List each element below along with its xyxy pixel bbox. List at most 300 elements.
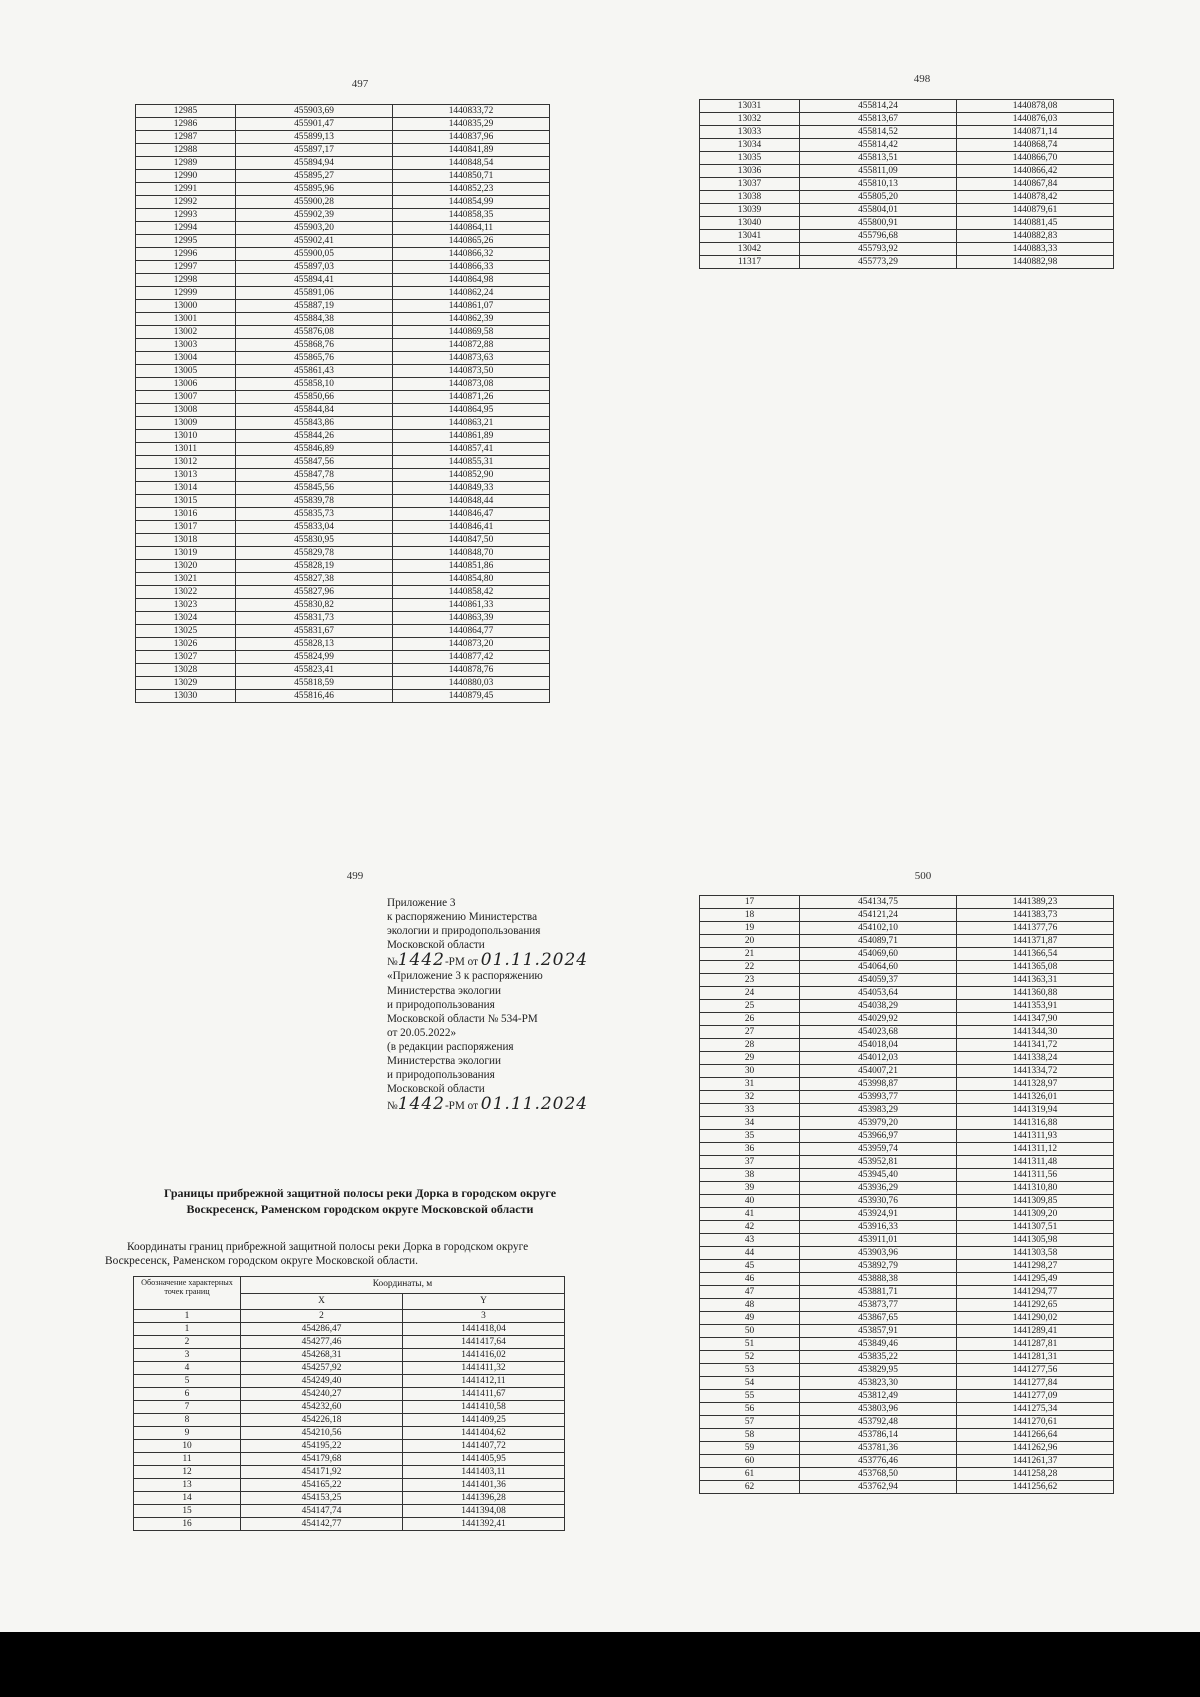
y-coordinate-cell: 1441418,04 — [403, 1323, 565, 1336]
number-sign: № — [387, 956, 398, 969]
table-row — [136, 677, 550, 690]
column-number: 2 — [241, 1310, 403, 1323]
x-coordinate-cell: 455811,09 — [800, 165, 957, 178]
x-coordinate-cell: 455814,42 — [800, 139, 957, 152]
x-coordinate-cell: 455805,20 — [800, 191, 957, 204]
x-coordinate-cell: 453776,46 — [800, 1455, 957, 1468]
table-row — [700, 113, 1114, 126]
point-number-cell: 44 — [700, 1247, 800, 1260]
y-coordinate-cell: 1440848,44 — [393, 495, 550, 508]
point-number-cell: 13012 — [136, 456, 236, 469]
point-number-cell: 13033 — [700, 126, 800, 139]
y-coordinate-cell: 1440863,39 — [393, 612, 550, 625]
x-coordinate-cell: 454165,22 — [241, 1479, 403, 1492]
y-coordinate-cell: 1441258,28 — [957, 1468, 1114, 1481]
x-coordinate-cell: 455897,03 — [236, 261, 393, 274]
table-row — [700, 1117, 1114, 1130]
x-coordinate-cell: 454153,25 — [241, 1492, 403, 1505]
table-row — [136, 534, 550, 547]
x-coordinate-cell: 455831,73 — [236, 612, 393, 625]
point-number-cell: 12991 — [136, 183, 236, 196]
y-coordinate-cell: 1441341,72 — [957, 1039, 1114, 1052]
table-row — [700, 1273, 1114, 1286]
y-coordinate-cell: 1441256,62 — [957, 1481, 1114, 1494]
title-line: Границы прибрежной защитной полосы реки Дорка в городском округе — [163, 1186, 557, 1200]
point-number-cell: 12989 — [136, 157, 236, 170]
y-coordinate-cell: 1441277,84 — [957, 1377, 1114, 1390]
x-coordinate-cell: 454171,92 — [241, 1466, 403, 1479]
x-coordinate-cell: 454268,31 — [241, 1349, 403, 1362]
point-number-cell: 13020 — [136, 560, 236, 573]
x-coordinate-cell: 455827,96 — [236, 586, 393, 599]
x-coordinate-cell: 453911,01 — [800, 1234, 957, 1247]
point-number-cell: 13030 — [136, 690, 236, 703]
point-number-cell: 13041 — [700, 230, 800, 243]
y-coordinate-cell: 1440869,58 — [393, 326, 550, 339]
table-row — [136, 391, 550, 404]
x-coordinate-cell: 454142,77 — [241, 1518, 403, 1531]
table-row — [700, 100, 1114, 113]
point-number-cell: 57 — [700, 1416, 800, 1429]
point-number-cell: 4 — [134, 1362, 241, 1375]
point-number-cell: 33 — [700, 1104, 800, 1117]
y-coordinate-cell: 1440871,14 — [957, 126, 1114, 139]
point-number-cell: 13028 — [136, 664, 236, 677]
table-row — [136, 300, 550, 313]
point-number-cell: 39 — [700, 1182, 800, 1195]
point-number-cell: 24 — [700, 987, 800, 1000]
point-number-cell: 12995 — [136, 235, 236, 248]
column-number: 1 — [134, 1310, 241, 1323]
y-coordinate-cell: 1441377,76 — [957, 922, 1114, 935]
x-coordinate-cell: 455876,08 — [236, 326, 393, 339]
point-number-cell: 13037 — [700, 178, 800, 191]
x-coordinate-cell: 453768,50 — [800, 1468, 957, 1481]
y-coordinate-cell: 1440865,26 — [393, 235, 550, 248]
appendix-line: Московской области № 534-РМ — [387, 1012, 538, 1025]
point-number-cell: 25 — [700, 1000, 800, 1013]
table-row — [700, 1039, 1114, 1052]
table-row — [700, 1065, 1114, 1078]
y-coordinate-cell: 1441309,20 — [957, 1208, 1114, 1221]
x-coordinate-cell: 455903,20 — [236, 222, 393, 235]
y-coordinate-cell: 1441383,73 — [957, 909, 1114, 922]
x-coordinate-cell: 454012,03 — [800, 1052, 957, 1065]
point-number-cell: 8 — [134, 1414, 241, 1427]
point-number-cell: 13032 — [700, 113, 800, 126]
table-row — [700, 1169, 1114, 1182]
point-number-cell: 50 — [700, 1325, 800, 1338]
table-row — [136, 443, 550, 456]
order-suffix: -РМ от — [444, 956, 478, 969]
table-row — [136, 157, 550, 170]
order-reference-2 — [387, 1094, 597, 1115]
y-coordinate-cell: 1440876,03 — [957, 113, 1114, 126]
point-number-cell: 58 — [700, 1429, 800, 1442]
y-coordinate-cell: 1440882,98 — [957, 256, 1114, 269]
y-coordinate-cell: 1440873,08 — [393, 378, 550, 391]
table-row — [136, 612, 550, 625]
table-row — [136, 313, 550, 326]
table-column-numbers — [134, 1310, 565, 1323]
point-number-cell: 48 — [700, 1299, 800, 1312]
point-number-cell: 12993 — [136, 209, 236, 222]
y-coordinate-cell: 1441347,90 — [957, 1013, 1114, 1026]
x-coordinate-cell: 455903,69 — [236, 105, 393, 118]
x-coordinate-cell: 455901,47 — [236, 118, 393, 131]
y-coordinate-cell: 1440858,42 — [393, 586, 550, 599]
point-number-cell: 52 — [700, 1351, 800, 1364]
y-coordinate-cell: 1441389,23 — [957, 896, 1114, 909]
y-coordinate-cell: 1440849,33 — [393, 482, 550, 495]
point-number-cell: 13024 — [136, 612, 236, 625]
x-coordinate-cell: 454240,27 — [241, 1388, 403, 1401]
y-coordinate-cell: 1440848,70 — [393, 547, 550, 560]
point-number-cell: 12990 — [136, 170, 236, 183]
point-number-cell: 13004 — [136, 352, 236, 365]
y-coordinate-cell: 1440848,54 — [393, 157, 550, 170]
appendix-line: «Приложение 3 к распоряжению — [387, 970, 543, 983]
appendix-line: и природопользования — [387, 998, 495, 1011]
table-row — [134, 1362, 565, 1375]
y-coordinate-cell: 1441311,56 — [957, 1169, 1114, 1182]
point-number-cell: 32 — [700, 1091, 800, 1104]
x-coordinate-cell: 455887,19 — [236, 300, 393, 313]
table-row — [136, 482, 550, 495]
y-coordinate-cell: 1441310,80 — [957, 1182, 1114, 1195]
point-number-cell: 18 — [700, 909, 800, 922]
table-row — [700, 1416, 1114, 1429]
y-coordinate-cell: 1441287,81 — [957, 1338, 1114, 1351]
point-number-cell: 17 — [700, 896, 800, 909]
x-coordinate-cell: 453983,29 — [800, 1104, 957, 1117]
table-row — [136, 547, 550, 560]
table-row — [700, 1143, 1114, 1156]
x-coordinate-cell: 455833,04 — [236, 521, 393, 534]
page-number-499: 499 — [346, 870, 364, 882]
x-coordinate-cell: 455845,56 — [236, 482, 393, 495]
y-coordinate-cell: 1440866,32 — [393, 248, 550, 261]
table-row — [136, 235, 550, 248]
table-row — [700, 1312, 1114, 1325]
table-header — [134, 1277, 565, 1323]
point-number-cell: 51 — [700, 1338, 800, 1351]
point-number-cell: 13035 — [700, 152, 800, 165]
point-number-cell: 20 — [700, 935, 800, 948]
y-coordinate-cell: 1440846,47 — [393, 508, 550, 521]
table-body — [134, 1323, 565, 1531]
point-number-cell: 5 — [134, 1375, 241, 1388]
y-coordinate-cell: 1441410,58 — [403, 1401, 565, 1414]
y-coordinate-cell: 1441412,11 — [403, 1375, 565, 1388]
x-coordinate-cell: 454257,92 — [241, 1362, 403, 1375]
point-number-cell: 13042 — [700, 243, 800, 256]
y-coordinate-cell: 1441311,12 — [957, 1143, 1114, 1156]
appendix-line: экологии и природопользования — [387, 925, 541, 938]
point-number-cell: 12986 — [136, 118, 236, 131]
table-row — [700, 1156, 1114, 1169]
x-coordinate-cell: 454059,37 — [800, 974, 957, 987]
header-y: Y — [403, 1293, 565, 1310]
x-coordinate-cell: 455816,46 — [236, 690, 393, 703]
table-row — [134, 1453, 565, 1466]
table-row — [136, 586, 550, 599]
x-coordinate-cell: 454029,92 — [800, 1013, 957, 1026]
table-row — [136, 417, 550, 430]
table-row — [700, 1442, 1114, 1455]
x-coordinate-cell: 455894,94 — [236, 157, 393, 170]
x-coordinate-cell: 455865,76 — [236, 352, 393, 365]
y-coordinate-cell: 1440866,70 — [957, 152, 1114, 165]
x-coordinate-cell: 455847,78 — [236, 469, 393, 482]
y-coordinate-cell: 1440871,26 — [393, 391, 550, 404]
x-coordinate-cell: 453945,40 — [800, 1169, 957, 1182]
point-number-cell: 13039 — [700, 204, 800, 217]
table-row — [700, 1026, 1114, 1039]
x-coordinate-cell: 455828,19 — [236, 560, 393, 573]
document-title — [120, 1185, 600, 1217]
point-number-cell: 13019 — [136, 547, 236, 560]
table-row — [136, 222, 550, 235]
y-coordinate-cell: 1440852,90 — [393, 469, 550, 482]
x-coordinate-cell: 455800,91 — [800, 217, 957, 230]
coordinates-table-497 — [135, 104, 550, 703]
point-number-cell: 7 — [134, 1401, 241, 1414]
point-number-cell: 13013 — [136, 469, 236, 482]
point-number-cell: 13018 — [136, 534, 236, 547]
table-row — [700, 987, 1114, 1000]
y-coordinate-cell: 1441366,54 — [957, 948, 1114, 961]
table-row — [136, 404, 550, 417]
point-number-cell: 13023 — [136, 599, 236, 612]
y-coordinate-cell: 1440847,50 — [393, 534, 550, 547]
table-row — [700, 256, 1114, 269]
table-row — [700, 1286, 1114, 1299]
appendix-line: от 20.05.2022» — [387, 1026, 457, 1039]
x-coordinate-cell: 453762,94 — [800, 1481, 957, 1494]
point-number-cell: 41 — [700, 1208, 800, 1221]
point-number-cell: 13006 — [136, 378, 236, 391]
table-row — [700, 935, 1114, 948]
point-number-cell: 43 — [700, 1234, 800, 1247]
page-number-498: 498 — [913, 73, 931, 85]
x-coordinate-cell: 453888,38 — [800, 1273, 957, 1286]
x-coordinate-cell: 455796,68 — [800, 230, 957, 243]
x-coordinate-cell: 455804,01 — [800, 204, 957, 217]
table-row — [700, 1182, 1114, 1195]
x-coordinate-cell: 453786,14 — [800, 1429, 957, 1442]
table-row — [700, 1195, 1114, 1208]
y-coordinate-cell: 1440864,11 — [393, 222, 550, 235]
x-coordinate-cell: 455828,13 — [236, 638, 393, 651]
x-coordinate-cell: 455902,41 — [236, 235, 393, 248]
x-coordinate-cell: 454195,22 — [241, 1440, 403, 1453]
y-coordinate-cell: 1440864,95 — [393, 404, 550, 417]
x-coordinate-cell: 453993,77 — [800, 1091, 957, 1104]
y-coordinate-cell: 1440883,33 — [957, 243, 1114, 256]
x-coordinate-cell: 455897,17 — [236, 144, 393, 157]
x-coordinate-cell: 453916,33 — [800, 1221, 957, 1234]
y-coordinate-cell: 1440873,20 — [393, 638, 550, 651]
table-row — [700, 1013, 1114, 1026]
point-number-cell: 12999 — [136, 287, 236, 300]
x-coordinate-cell: 453812,49 — [800, 1390, 957, 1403]
table-row — [136, 196, 550, 209]
x-coordinate-cell: 454053,64 — [800, 987, 957, 1000]
x-coordinate-cell: 454134,75 — [800, 896, 957, 909]
x-coordinate-cell: 455773,29 — [800, 256, 957, 269]
y-coordinate-cell: 1440881,45 — [957, 217, 1114, 230]
table-row — [136, 508, 550, 521]
point-number-cell: 55 — [700, 1390, 800, 1403]
table-row — [136, 326, 550, 339]
y-coordinate-cell: 1441411,67 — [403, 1388, 565, 1401]
point-number-cell: 23 — [700, 974, 800, 987]
y-coordinate-cell: 1441334,72 — [957, 1065, 1114, 1078]
point-number-cell: 13025 — [136, 625, 236, 638]
appendix-line: Министерства экологии — [387, 984, 501, 997]
point-number-cell: 2 — [134, 1336, 241, 1349]
table-row — [700, 1455, 1114, 1468]
x-coordinate-cell: 454286,47 — [241, 1323, 403, 1336]
y-coordinate-cell: 1441407,72 — [403, 1440, 565, 1453]
scan-border — [0, 1632, 1200, 1697]
coordinates-table-500 — [699, 895, 1114, 1494]
y-coordinate-cell: 1440861,33 — [393, 599, 550, 612]
table-row — [134, 1375, 565, 1388]
table-row — [136, 209, 550, 222]
point-number-cell: 13027 — [136, 651, 236, 664]
table-row — [700, 909, 1114, 922]
point-number-cell: 26 — [700, 1013, 800, 1026]
table-body — [136, 105, 550, 703]
point-number-cell: 13 — [134, 1479, 241, 1492]
y-coordinate-cell: 1441363,31 — [957, 974, 1114, 987]
point-number-cell: 35 — [700, 1130, 800, 1143]
table-row — [136, 170, 550, 183]
y-coordinate-cell: 1441319,94 — [957, 1104, 1114, 1117]
point-number-cell: 16 — [134, 1518, 241, 1531]
table-row — [700, 1468, 1114, 1481]
x-coordinate-cell: 453792,48 — [800, 1416, 957, 1429]
table-row — [136, 339, 550, 352]
point-number-cell: 61 — [700, 1468, 800, 1481]
table-row — [136, 560, 550, 573]
point-number-cell: 13001 — [136, 313, 236, 326]
point-number-cell: 37 — [700, 1156, 800, 1169]
x-coordinate-cell: 454210,56 — [241, 1427, 403, 1440]
x-coordinate-cell: 454089,71 — [800, 935, 957, 948]
x-coordinate-cell: 454249,40 — [241, 1375, 403, 1388]
point-number-cell: 13031 — [700, 100, 800, 113]
x-coordinate-cell: 453781,36 — [800, 1442, 957, 1455]
y-coordinate-cell: 1441309,85 — [957, 1195, 1114, 1208]
point-number-cell: 22 — [700, 961, 800, 974]
y-coordinate-cell: 1441270,61 — [957, 1416, 1114, 1429]
handwritten-order-number: 1442 — [397, 950, 445, 971]
table-row — [700, 165, 1114, 178]
y-coordinate-cell: 1441316,88 — [957, 1117, 1114, 1130]
y-coordinate-cell: 1441311,93 — [957, 1130, 1114, 1143]
point-number-cell: 12 — [134, 1466, 241, 1479]
x-coordinate-cell: 453892,79 — [800, 1260, 957, 1273]
x-coordinate-cell: 455900,28 — [236, 196, 393, 209]
table-row — [700, 1247, 1114, 1260]
x-coordinate-cell: 453936,29 — [800, 1182, 957, 1195]
table-row — [700, 961, 1114, 974]
x-coordinate-cell: 454038,29 — [800, 1000, 957, 1013]
point-number-cell: 12987 — [136, 131, 236, 144]
x-coordinate-cell: 453881,71 — [800, 1286, 957, 1299]
point-number-cell: 36 — [700, 1143, 800, 1156]
point-number-cell: 12988 — [136, 144, 236, 157]
x-coordinate-cell: 455823,41 — [236, 664, 393, 677]
table-row — [136, 274, 550, 287]
y-coordinate-cell: 1441261,37 — [957, 1455, 1114, 1468]
point-number-cell: 27 — [700, 1026, 800, 1039]
x-coordinate-cell: 455895,27 — [236, 170, 393, 183]
table-row — [136, 495, 550, 508]
table-row — [700, 217, 1114, 230]
x-coordinate-cell: 453998,87 — [800, 1078, 957, 1091]
table-row — [700, 1338, 1114, 1351]
table-row — [700, 1052, 1114, 1065]
page-number-500: 500 — [914, 870, 932, 882]
y-coordinate-cell: 1440878,42 — [957, 191, 1114, 204]
number-sign: № — [387, 1100, 398, 1113]
x-coordinate-cell: 455831,67 — [236, 625, 393, 638]
coordinates-table-498 — [699, 99, 1114, 269]
x-coordinate-cell: 453803,96 — [800, 1403, 957, 1416]
point-number-cell: 13005 — [136, 365, 236, 378]
y-coordinate-cell: 1440882,83 — [957, 230, 1114, 243]
x-coordinate-cell: 455884,38 — [236, 313, 393, 326]
point-number-cell: 29 — [700, 1052, 800, 1065]
x-coordinate-cell: 454232,60 — [241, 1401, 403, 1414]
table-row — [700, 1377, 1114, 1390]
point-number-cell: 13029 — [136, 677, 236, 690]
y-coordinate-cell: 1440861,07 — [393, 300, 550, 313]
y-coordinate-cell: 1441338,24 — [957, 1052, 1114, 1065]
point-number-cell: 13040 — [700, 217, 800, 230]
table-row — [136, 365, 550, 378]
table-row — [134, 1414, 565, 1427]
point-number-cell: 10 — [134, 1440, 241, 1453]
table-row — [700, 1364, 1114, 1377]
table-row — [134, 1427, 565, 1440]
appendix-line: Министерства экологии — [387, 1055, 501, 1068]
x-coordinate-cell: 454226,18 — [241, 1414, 403, 1427]
y-coordinate-cell: 1440851,86 — [393, 560, 550, 573]
x-coordinate-cell: 455847,56 — [236, 456, 393, 469]
point-number-cell: 11317 — [700, 256, 800, 269]
y-coordinate-cell: 1440868,74 — [957, 139, 1114, 152]
point-number-cell: 59 — [700, 1442, 800, 1455]
appendix-line: к распоряжению Министерства — [387, 911, 538, 924]
y-coordinate-cell: 1441409,25 — [403, 1414, 565, 1427]
y-coordinate-cell: 1440862,39 — [393, 313, 550, 326]
point-number-cell: 12997 — [136, 261, 236, 274]
y-coordinate-cell: 1441417,64 — [403, 1336, 565, 1349]
point-number-cell: 6 — [134, 1388, 241, 1401]
y-coordinate-cell: 1440866,42 — [957, 165, 1114, 178]
table-row — [134, 1336, 565, 1349]
y-coordinate-cell: 1441404,62 — [403, 1427, 565, 1440]
point-number-cell: 34 — [700, 1117, 800, 1130]
x-coordinate-cell: 454069,60 — [800, 948, 957, 961]
point-number-cell: 38 — [700, 1169, 800, 1182]
table-row — [136, 664, 550, 677]
